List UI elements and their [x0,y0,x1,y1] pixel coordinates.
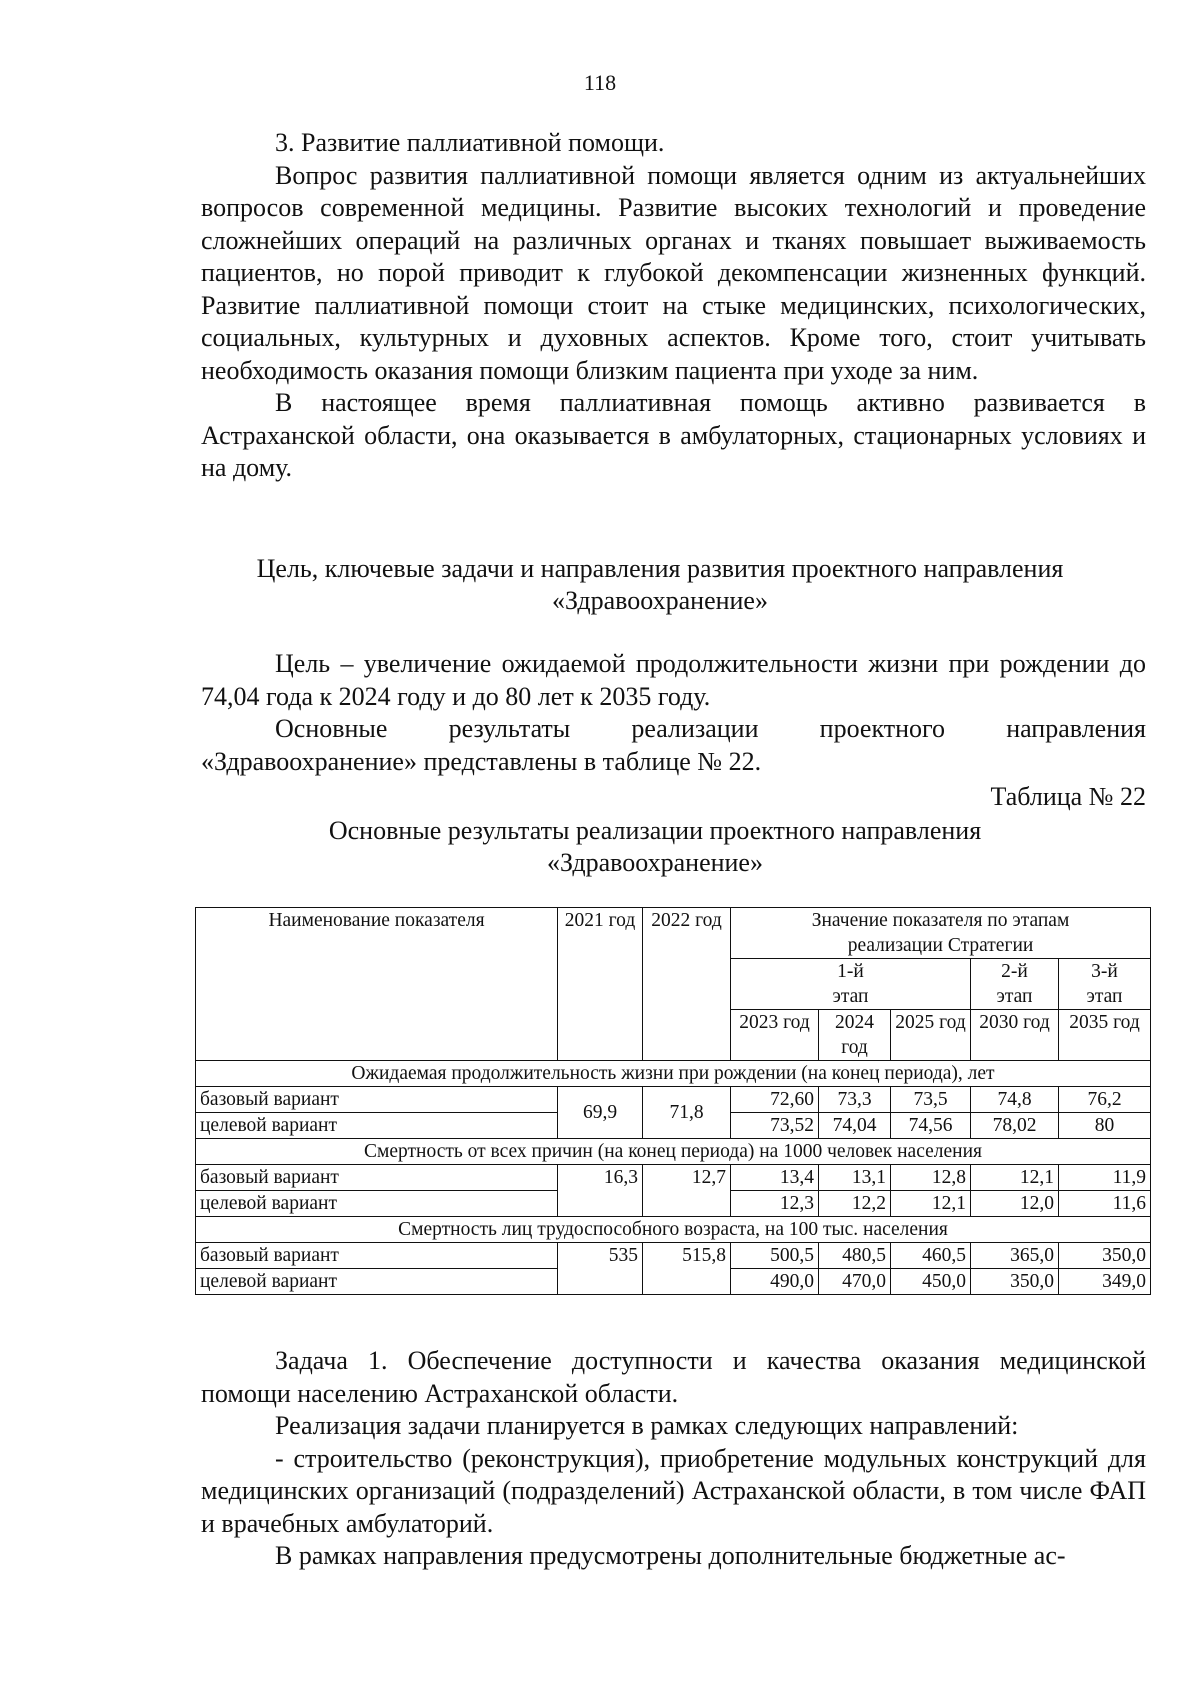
cell-2023: 73,52 [731,1113,819,1139]
cell-2023: 13,4 [731,1165,819,1191]
cell-2025: 74,56 [891,1113,971,1139]
header-2024: 2024 год [819,1010,891,1061]
cell-2030: 365,0 [971,1243,1059,1269]
header-name: Наименование показателя [196,908,558,1061]
cell-2030: 350,0 [971,1269,1059,1295]
cell-2022: 12,7 [643,1165,731,1217]
header-2035: 2035 год [1059,1010,1151,1061]
section-heading [160,553,1160,617]
cell-2035: 11,9 [1059,1165,1151,1191]
cell-2025: 450,0 [891,1269,971,1295]
section-title: Смертность от всех причин (на конец периода) на 1000 человек населения [196,1139,1151,1165]
table-title [150,815,1160,879]
cell-2021: 16,3 [558,1165,643,1217]
cell-2035: 76,2 [1059,1087,1151,1113]
table-row [196,1087,1151,1113]
cell-2025: 12,1 [891,1191,971,1217]
header-stage-3: 3-й этап [1059,959,1151,1010]
cell-2023: 500,5 [731,1243,819,1269]
section-heading-line2: «Здравоохранение» [552,586,768,615]
table-section-row [196,1217,1151,1243]
section3-title: 3. Развитие паллиативной помощи. [275,128,665,157]
goal-block [201,648,1146,778]
table-header-row [196,908,1151,959]
cell-2025: 12,8 [891,1165,971,1191]
cell-2023: 12,3 [731,1191,819,1217]
task1-direction-item: - строительство (реконструкция), приобретение модульных конструкций для медицинских организаций (подразделений) Астраханской области, в том числе ФАП и врачебных амбулаторий. [201,1443,1146,1538]
header-2030: 2030 год [971,1010,1059,1061]
cell-2035: 11,6 [1059,1191,1151,1217]
results-paragraph: Основные результаты реализации проектного направления «Здравоохранение» представлены в таблице № 22. [201,714,1146,776]
row-label: целевой вариант [196,1191,558,1217]
row-label: базовый вариант [196,1243,558,1269]
header-2022: 2022 год [643,908,731,1061]
cell-2030: 74,8 [971,1087,1059,1113]
cell-2035: 349,0 [1059,1269,1151,1295]
cell-2023: 72,60 [731,1087,819,1113]
cell-2030: 12,1 [971,1165,1059,1191]
table-row [196,1243,1151,1269]
cell-2024: 73,3 [819,1087,891,1113]
cell-2030: 12,0 [971,1191,1059,1217]
section-heading-line1: Цель, ключевые задачи и направления развития проектного направления [256,554,1064,583]
cell-2024: 12,2 [819,1191,891,1217]
cell-2024: 74,04 [819,1113,891,1139]
table-title-line2: «Здравоохранение» [547,848,763,877]
cell-2024: 470,0 [819,1269,891,1295]
row-label: базовый вариант [196,1087,558,1113]
section3-paragraph-2: В настоящее время паллиативная помощь активно развивается в Астраханской области, она оказывается в амбулаторных, стационарных условиях и на дому. [201,388,1146,482]
section-title: Ожидаемая продолжительность жизни при рождении (на конец периода), лет [196,1061,1151,1087]
table-section-row [196,1139,1151,1165]
task1-block [201,1345,1146,1573]
cell-2022: 71,8 [643,1087,731,1139]
cell-2022: 515,8 [643,1243,731,1295]
header-2025: 2025 год [891,1010,971,1061]
header-2023: 2023 год [731,1010,819,1061]
cell-2021: 535 [558,1243,643,1295]
task1-paragraph: Задача 1. Обеспечение доступности и качества оказания медицинской помощи населению Астраханской области. [201,1346,1146,1408]
cell-2035: 350,0 [1059,1243,1151,1269]
goal-paragraph: Цель – увеличение ожидаемой продолжительности жизни при рождении до 74,04 года к 2024 году и до 80 лет к 2035 году. [201,649,1146,711]
task1-directions-intro: Реализация задачи планируется в рамках следующих направлений: [275,1411,1019,1440]
cell-2024: 480,5 [819,1243,891,1269]
section-title: Смертность лиц трудоспособного возраста, на 100 тыс. населения [196,1217,1151,1243]
cell-2023: 490,0 [731,1269,819,1295]
header-stage-1: 1-й этап [731,959,971,1010]
results-table [195,907,1151,1295]
cell-2025: 73,5 [891,1087,971,1113]
row-label: целевой вариант [196,1269,558,1295]
table-title-line1: Основные результаты реализации проектного направления [328,816,982,845]
table-section-row [196,1061,1151,1087]
table-label: Таблица № 22 [990,782,1146,811]
page-number: 118 [583,70,617,95]
header-2021: 2021 год [558,908,643,1061]
cell-2024: 13,1 [819,1165,891,1191]
row-label: базовый вариант [196,1165,558,1191]
header-stage-2: 2-й этап [971,959,1059,1010]
section3-paragraph-1: Вопрос развития паллиативной помощи является одним из актуальнейших вопросов современной медицины. Развитие высоких технологий и проведение сложнейших операций на различных органах и тканях повышает выживаемость пациентов, но порой приводит к глубокой декомпенсации жизненных функций. Развитие паллиативной помощи стоит на стыке медицинских, психологических, социальных, культурных и духовных аспектов. Кроме того, стоит учитывать необходимость оказания помощи близким пациента при уходе за ним. [201,160,1146,385]
header-values: Значение показателя по этапам реализации Стратегии [731,908,1151,959]
cell-2025: 460,5 [891,1243,971,1269]
cell-2021: 69,9 [558,1087,643,1139]
cell-2035: 80 [1059,1113,1151,1139]
table-row [196,1165,1151,1191]
row-label: целевой вариант [196,1113,558,1139]
task1-budget-paragraph: В рамках направления предусмотрены дополнительные бюджетные ас- [275,1541,1066,1570]
section3-block [201,127,1146,485]
cell-2030: 78,02 [971,1113,1059,1139]
